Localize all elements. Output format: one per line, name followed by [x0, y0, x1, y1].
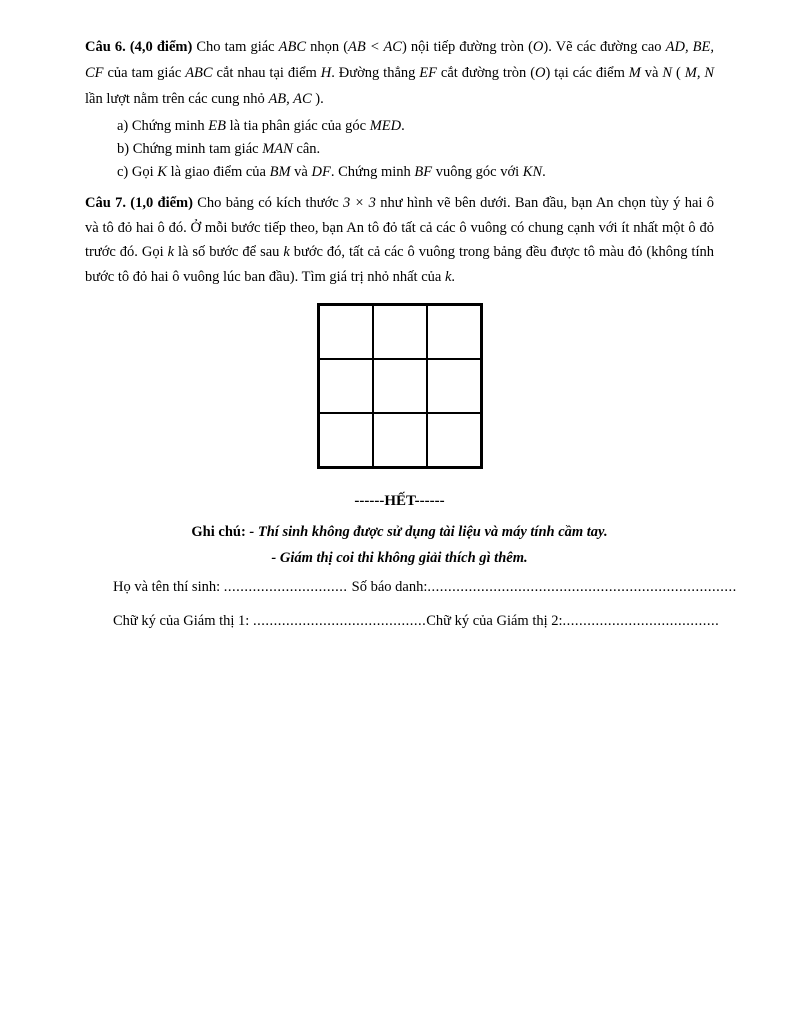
question-6-item-a: a) Chứng minh EB là tia phân giác của góc MED. [117, 118, 405, 134]
notes-text-1: - Thí sinh không được sử dụng tài liệu và máy tính cầm tay. [249, 524, 608, 540]
registration-number-label: Số báo danh: [351, 579, 428, 595]
grid-cell [319, 413, 373, 467]
notes-label: Ghi chú: [191, 524, 250, 540]
grid-cell [427, 413, 481, 467]
proctor-1-signature-dots: .......................................... [252, 613, 427, 629]
notes-line-2 [85, 550, 714, 567]
fields-block [85, 576, 737, 632]
question-6-item-c: c) Gọi K là giao điểm của BM và DF. Chứng minh BF vuông góc với KN. [117, 164, 546, 180]
candidate-name-label: Họ và tên thí sinh: [113, 579, 224, 595]
grid-cell [319, 359, 373, 413]
notes-text-2: - Giám thị coi thi không giải thích gì thêm. [271, 550, 528, 566]
proctor-1-signature-label: Chữ ký của Giám thị 1: [113, 613, 253, 629]
proctor-2-signature-label: Chữ ký của Giám thị 2: [426, 613, 563, 629]
proctor-2-signature-dots: ...................................... [562, 613, 720, 629]
question-6-items [85, 115, 714, 184]
grid-cell [427, 359, 481, 413]
grid-cell [319, 305, 373, 359]
grid-cell [373, 359, 427, 413]
notes-line-1 [85, 524, 714, 541]
registration-number-dots: ........................................................................... [427, 579, 737, 595]
grid-cell [373, 413, 427, 467]
end-marker: ------HẾT------ [354, 493, 445, 509]
candidate-info-line [113, 576, 737, 598]
grid-cell [427, 305, 481, 359]
grid-cell [373, 305, 427, 359]
question-7-paragraph: Câu 7. (1,0 điểm) Cho bảng có kích thước 3 × 3 như hình vẽ bên dưới. Ban đầu, bạn An chọn tùy ý hai ô và tô đỏ hai ô đó. Ở mỗi bước tiếp theo, bạn An tô đỏ tất cả các ô vuông có chung cạnh với ít nhất một ô đỏ trước đó. Gọi k là số bước để sau k bước đó, tất cả các ô vuông trong bảng đều được tô màu đỏ (không tính bước tô đỏ hai ô vuông lúc ban đầu). Tìm giá trị nhỏ nhất của k. [85, 195, 714, 285]
candidate-name-dots: .............................. [223, 579, 352, 595]
question-6-paragraph: Câu 6. (4,0 điểm) Cho tam giác ABC nhọn (AB < AC) nội tiếp đường tròn (O). Vẽ các đường cao AD, BE, CF của tam giác ABC cắt nhau tại điểm H. Đường thẳng EF cắt đường tròn (O) tại các điểm M và N ( M, N lần lượt nằm trên các cung nhỏ AB, AC ). [85, 39, 715, 107]
notes-block [85, 524, 714, 567]
grid-figure [317, 303, 483, 469]
question-6-item-b: b) Chứng minh tam giác MAN cân. [117, 141, 321, 157]
signatures-line [113, 610, 720, 632]
